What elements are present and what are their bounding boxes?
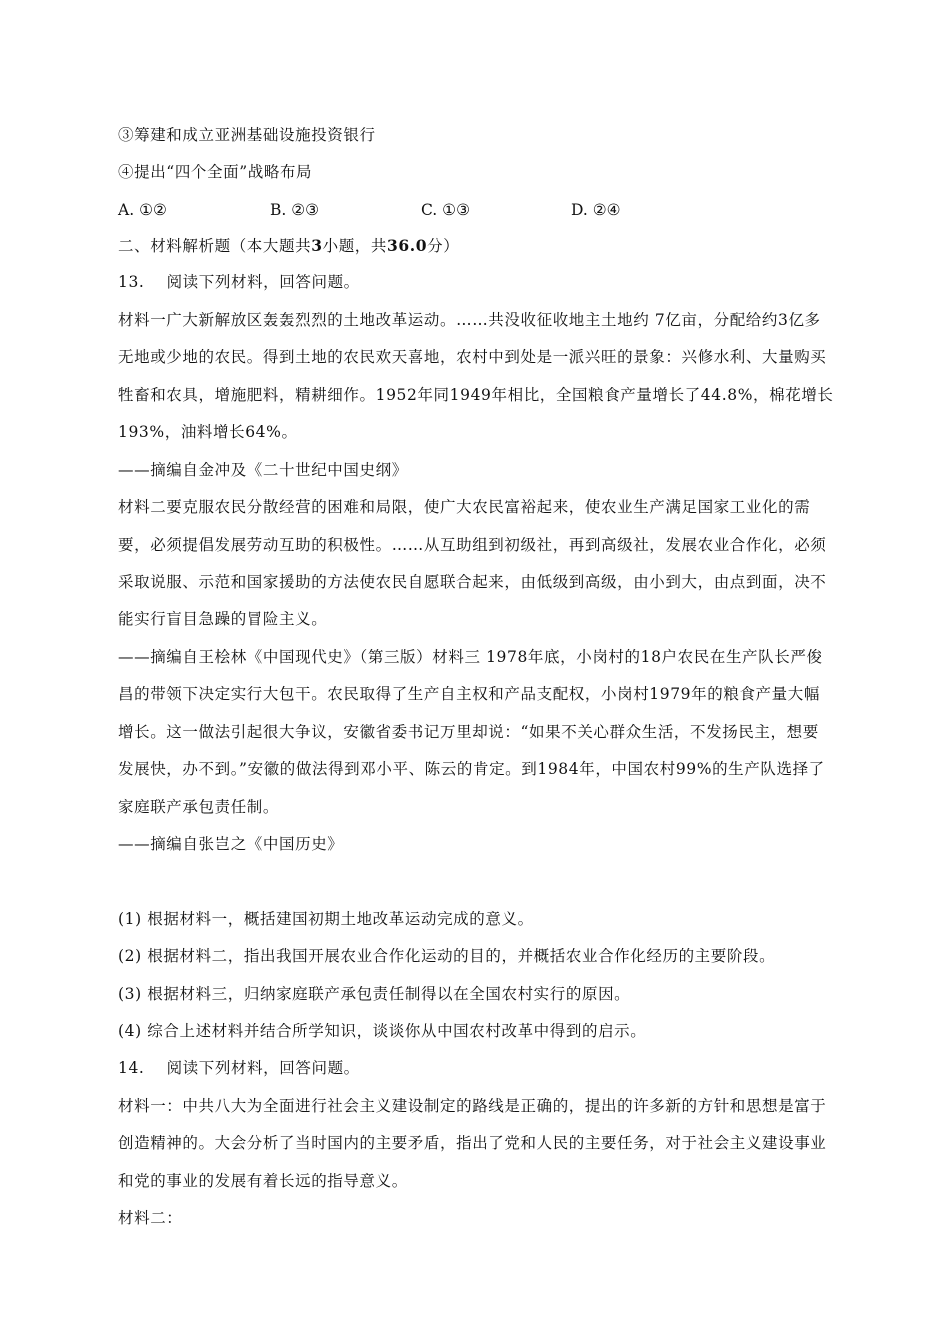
answer-option-d — [571, 200, 621, 220]
material-source: ——摘编自张岂之《中国历史》 — [118, 835, 344, 853]
sub-question: (2) 根据材料二，指出我国开展农业合作化运动的目的，并概括农业合作化经历的主要阶段。 — [118, 947, 776, 965]
material-line: 采取说服、示范和国家援助的方法使农民自愿联合起来，由低级到高级，由小到大，由点到面，决不 — [118, 573, 827, 591]
material-line: 家庭联产承包责任制。 — [118, 798, 280, 816]
material-line: 创造精神的。大会分析了当时国内的主要矛盾，指出了党和人民的主要任务，对于社会主义建设事业 — [118, 1134, 827, 1152]
question-prompt: 阅读下列材料，回答问题。 — [166, 1059, 360, 1077]
answer-option-b — [270, 200, 319, 220]
material-line: 增长。这一做法引起很大争议，安徽省委书记万里却说：“如果不关心群众生活，不发扬民主，想要 — [118, 723, 819, 741]
material-line: 昌的带领下决定实行大包干。农民取得了生产自主权和产品支配权，小岗村1979年的粮食产量大幅 — [118, 685, 820, 703]
option-label: D. — [571, 201, 588, 219]
option-item-4: ④提出“四个全面”战略布局 — [118, 163, 313, 181]
question-13-header — [118, 272, 858, 292]
material-line: 要，必须提倡发展劳动互助的积极性。……从互助组到初级社，再到高级社，发展农业合作化，必须 — [118, 536, 827, 554]
option-label: B. — [270, 201, 287, 219]
section-heading: 二、材料解析题（本大题共3小题，共36.0分） — [118, 236, 460, 255]
material-line: 能实行盲目急躁的冒险主义。 — [118, 610, 328, 628]
answer-option-a — [118, 200, 167, 220]
option-label: C. — [421, 201, 438, 219]
material-line: 和党的事业的发展有着长远的指导意义。 — [118, 1172, 408, 1190]
sub-question: (1) 根据材料一，概括建国初期土地改革运动完成的意义。 — [118, 910, 534, 928]
material-line: 材料二： — [118, 1209, 183, 1227]
option-value: ②③ — [291, 201, 320, 219]
material-line: 193%，油料增长64%。 — [118, 423, 298, 441]
sub-question: (4) 综合上述材料并结合所学知识，谈谈你从中国农村改革中得到的启示。 — [118, 1022, 647, 1040]
question-number: 13. — [118, 273, 145, 291]
material-line: 发展快，办不到。”安徽的做法得到邓小平、陈云的肯定。到1984年，中国农村99%的生产队选择了 — [118, 760, 825, 778]
question-14-header — [118, 1058, 858, 1078]
answer-option-c — [421, 200, 470, 220]
material-line: 材料一：中共八大为全面进行社会主义建设制定的路线是正确的，提出的许多新的方针和思想是富于 — [118, 1097, 827, 1115]
option-value: ②④ — [592, 201, 621, 219]
option-value: ①② — [139, 201, 167, 219]
material-line: 无地或少地的农民。得到土地的农民欢天喜地，农村中到处是一派兴旺的景象：兴修水利、大量购买 — [118, 348, 827, 366]
material-line: 材料一广大新解放区轰轰烈烈的土地改革运动。……共没收征收地主土地约 7亿亩，分配给约3亿多 — [118, 311, 821, 329]
option-value: ①③ — [442, 201, 470, 219]
sub-question: (3) 根据材料三，归纳家庭联产承包责任制得以在全国农村实行的原因。 — [118, 985, 631, 1003]
option-label: A. — [118, 201, 135, 219]
option-item-3: ③筹建和成立亚洲基础设施投资银行 — [118, 126, 376, 144]
material-source: ——摘编自金冲及《二十世纪中国史纲》 — [118, 461, 408, 479]
material-source: ——摘编自王桧林《中国现代史》（第三版）材料三 1978年底，小岗村的18户农民在生产队长严俊 — [118, 648, 823, 666]
material-line: 牲畜和农具，增施肥料，精耕细作。1952年同1949年相比，全国粮食产量增长了44.8%，棉花增长 — [118, 386, 834, 404]
question-number: 14. — [118, 1059, 145, 1077]
question-prompt: 阅读下列材料，回答问题。 — [166, 273, 360, 291]
material-line: 材料二要克服农民分散经营的困难和局限，使广大农民富裕起来，使农业生产满足国家工业化的需 — [118, 498, 811, 516]
